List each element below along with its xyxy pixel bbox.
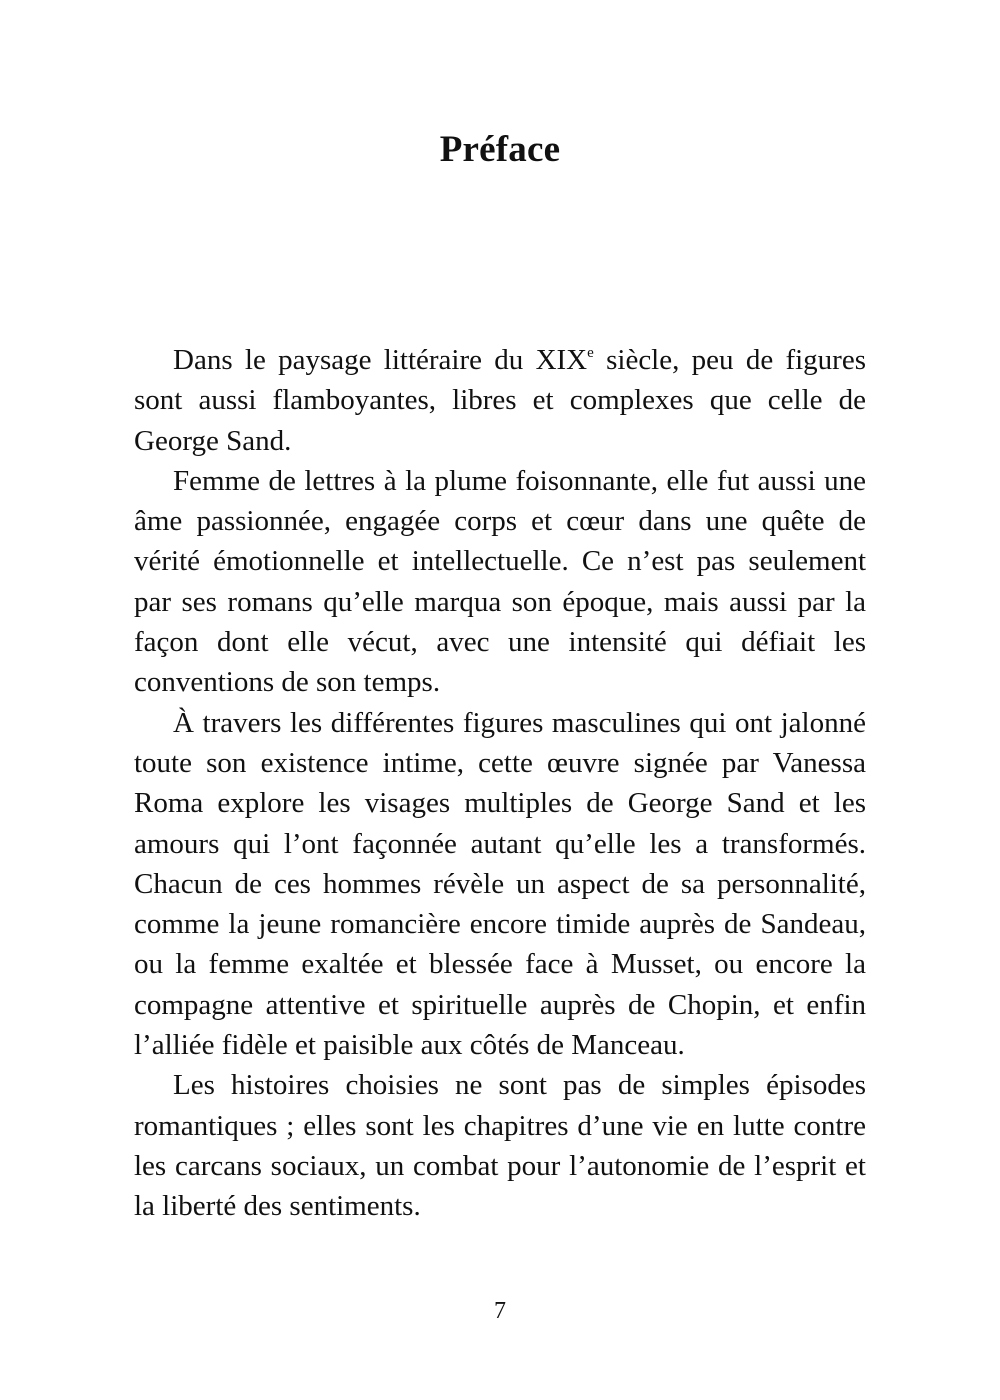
paragraph-3: À travers les différentes figures masculines qui ont jalonné toute son existence intime, cette œuvre signée par Vanessa Roma explore les visages multiples de George Sand et les amours qui l’ont façonnée autant qu’elle les a transformés. Chacun de ces hommes révèle un aspect de sa personnalité, comme la jeune romancière encore timide auprès de Sandeau, ou la femme exaltée et blessée face à Musset, ou encore la compagne attentive et spirituelle auprès de Chopin, et enfin l’alliée fidèle et paisible aux côtés de Manceau. xyxy=(134,706,866,1062)
paragraph-2: Femme de lettres à la plume foisonnante, elle fut aussi une âme passionnée, engagée corps et cœur dans une quête de vérité émotionnelle et intellectuelle. Ce n’est pas seulement par ses romans qu’elle marqua son époque, mais aussi par la façon dont elle vécut, avec une intensité qui défiait les conventions de son temps. xyxy=(134,464,866,699)
paragraph-1-text-end: siècle, peu de figures sont aussi flamboyantes, libres et complexes que celle de George Sand. xyxy=(134,344,867,457)
century-superscript: e xyxy=(587,345,594,361)
page-title: Préface xyxy=(439,129,561,170)
preface-body xyxy=(134,340,866,1227)
page-number: 7 xyxy=(494,1298,506,1324)
paragraph-4: Les histoires choisies ne sont pas de simples épisodes romantiques ; elles sont les chapitres d’une vie en lutte contre les carcans sociaux, un combat pour l’autonomie de l’esprit et la liberté des sentiments. xyxy=(134,1069,866,1223)
paragraph-1 xyxy=(134,340,866,461)
paragraph-1-text-start: Dans le paysage littéraire du XIX xyxy=(173,344,588,376)
